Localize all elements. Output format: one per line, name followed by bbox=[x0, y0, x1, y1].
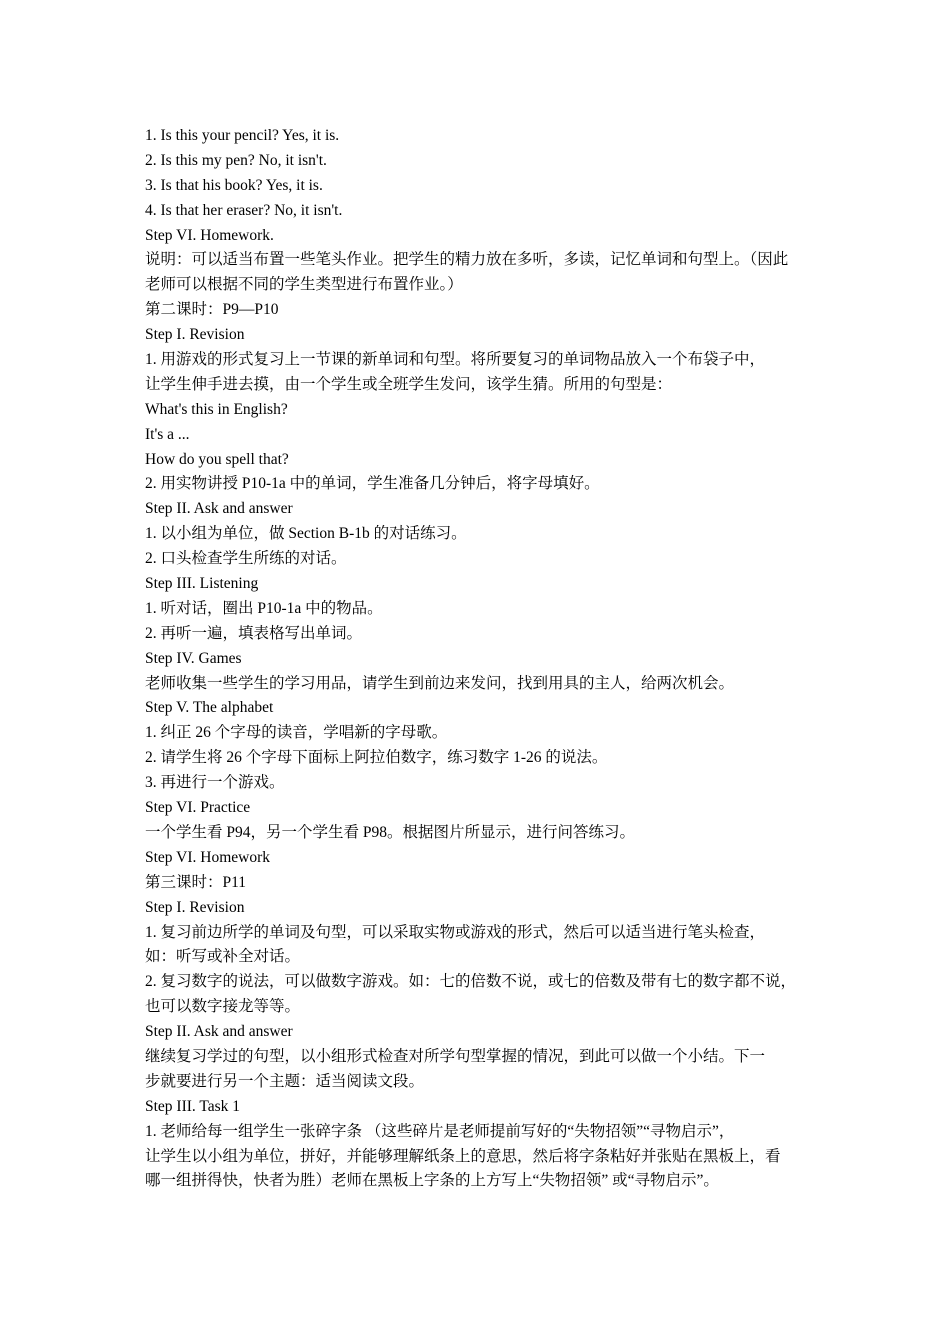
section-heading: Step III. Task 1 bbox=[145, 1097, 241, 1115]
section-heading: Step VI. Homework. bbox=[145, 226, 274, 244]
text-line: 1. 复习前边所学的单词及句型，可以采取实物或游戏的形式，然后可以适当进行笔头检查， bbox=[145, 923, 766, 941]
text-line: 一个学生看 P94，另一个学生看 P98。根据图片所显示，进行问答练习。 bbox=[145, 823, 635, 841]
text-line: 老师收集一些学生的学习用品，请学生到前边来发问，找到用具的主人，给两次机会。 bbox=[145, 674, 735, 692]
lesson-heading: 第三课时：P11 bbox=[145, 873, 247, 891]
text-line: 老师可以根据不同的学生类型进行布置作业。） bbox=[145, 276, 463, 294]
text-line: It's a ... bbox=[145, 425, 190, 443]
text-line: 1. 以小组为单位，做 Section B-1b 的对话练习。 bbox=[145, 525, 467, 543]
text-line: 2. 用实物讲授 P10-1a 中的单词，学生准备几分钟后，将字母填好。 bbox=[145, 475, 600, 493]
section-heading: Step II. Ask and answer bbox=[145, 1023, 293, 1041]
section-heading: Step II. Ask and answer bbox=[145, 500, 293, 518]
lesson-heading: 第二课时：P9—P10 bbox=[145, 301, 279, 319]
text-line: 1. 用游戏的形式复习上一节课的新单词和句型。将所要复习的单词物品放入一个布袋子中， bbox=[145, 351, 766, 369]
text-line: 3. Is that his book? Yes, it is. bbox=[145, 176, 323, 194]
text-line: 1. 听对话，圈出 P10-1a 中的物品。 bbox=[145, 599, 383, 617]
text-line: 2. 请学生将 26 个字母下面标上阿拉伯数字，练习数字 1-26 的说法。 bbox=[145, 749, 608, 767]
text-line: 也可以数字接龙等等。 bbox=[145, 998, 301, 1016]
section-heading: Step VI. Practice bbox=[145, 799, 251, 817]
document-body bbox=[145, 124, 825, 1194]
text-line: 说明：可以适当布置一些笔头作业。把学生的精力放在多听，多读，记忆单词和句型上。（因此 bbox=[145, 251, 789, 269]
text-line: 1. 老师给每一组学生一张碎字条 （这些碎片是老师提前写好的“失物招领”“寻物启示”， bbox=[145, 1122, 735, 1140]
text-line: 步就要进行另一个主题：适当阅读文段。 bbox=[145, 1072, 425, 1090]
section-heading: Step IV. Games bbox=[145, 649, 242, 667]
text-line: 如：听写或补全对话。 bbox=[145, 948, 301, 966]
section-heading: Step I. Revision bbox=[145, 898, 245, 916]
text-line: 2. 再听一遍，填表格写出单词。 bbox=[145, 624, 363, 642]
section-heading: Step VI. Homework bbox=[145, 848, 270, 866]
text-line: 2. 复习数字的说法，可以做数字游戏。如：七的倍数不说，或七的倍数及带有七的数字都不说， bbox=[145, 973, 797, 991]
text-line: 让学生伸手进去摸，由一个学生或全班学生发问，该学生猜。所用的句型是： bbox=[145, 375, 673, 393]
section-heading: Step V. The alphabet bbox=[145, 699, 274, 717]
text-line: 继续复习学过的句型，以小组形式检查对所学句型掌握的情况，到此可以做一个小结。下一 bbox=[145, 1047, 766, 1065]
text-line: 哪一组拼得快，快者为胜）老师在黑板上字条的上方写上“失物招领” 或“寻物启示”。 bbox=[145, 1172, 719, 1190]
section-heading: Step III. Listening bbox=[145, 575, 259, 593]
text-line: How do you spell that? bbox=[145, 450, 289, 468]
text-line: 让学生以小组为单位，拼好，并能够理解纸条上的意思，然后将字条粘好并张贴在黑板上，看 bbox=[145, 1147, 781, 1165]
text-line: 1. Is this your pencil? Yes, it is. bbox=[145, 127, 340, 144]
text-line: What's this in English? bbox=[145, 400, 288, 418]
text-line: 2. 口头检查学生所练的对话。 bbox=[145, 550, 347, 568]
text-line: 3. 再进行一个游戏。 bbox=[145, 774, 285, 792]
text-line: 1. 纠正 26 个字母的读音，学唱新的字母歌。 bbox=[145, 724, 448, 742]
text-line: 4. Is that her eraser? No, it isn't. bbox=[145, 201, 343, 219]
text-line: 2. Is this my pen? No, it isn't. bbox=[145, 151, 327, 169]
section-heading: Step I. Revision bbox=[145, 326, 245, 344]
